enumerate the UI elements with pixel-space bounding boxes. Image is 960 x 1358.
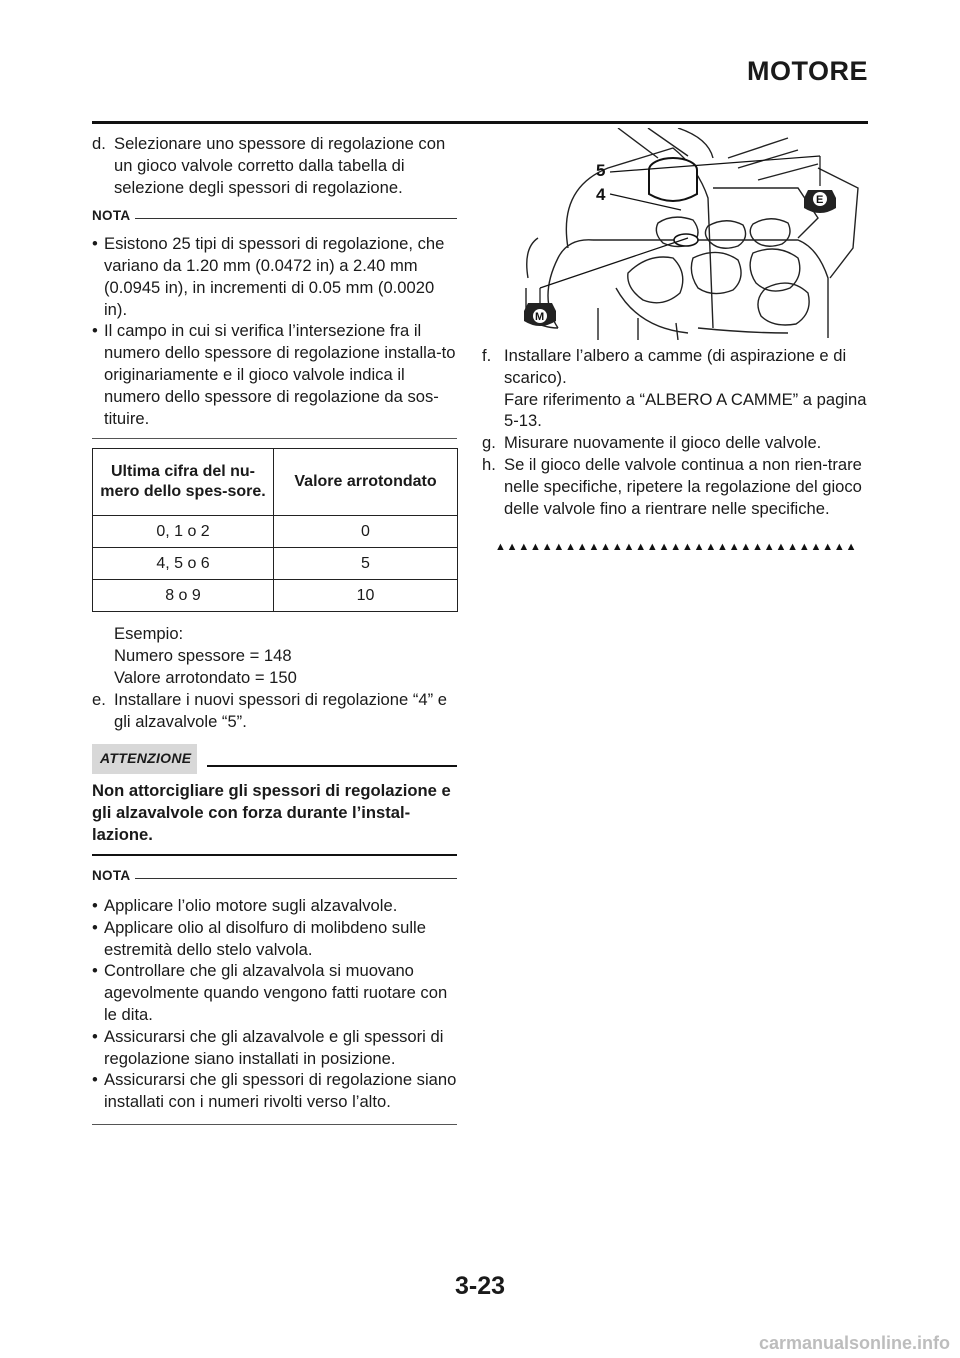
table-cell: 4, 5 o 6 (93, 548, 274, 580)
step-label: h. (482, 454, 496, 474)
table-header: Ultima cifra del nu-mero dello spes-sore. (93, 449, 274, 516)
table-cell: 5 (274, 548, 458, 580)
note-bullets (92, 233, 457, 429)
list-item: • Applicare olio al disolfuro di molibdeno sulle estremità dello stelo valvola. (92, 917, 457, 961)
step-label: f. (482, 346, 492, 365)
table-row (93, 516, 458, 548)
table-row (93, 580, 458, 612)
callout-number: 4 (596, 185, 606, 204)
note-heading (92, 865, 457, 887)
list-item: • Applicare l’olio motore sugli alzavalvole. (92, 895, 457, 917)
table-header-row (93, 449, 458, 516)
note-bullets (92, 895, 457, 1113)
step-text: Misurare nuovamente il gioco delle valvole. (504, 433, 822, 453)
note-label: NOTA (92, 208, 131, 224)
table-row (93, 548, 458, 580)
table-header: Valore arrotondato (274, 449, 458, 516)
example-line: Esempio: (114, 624, 184, 644)
step-label: e. (92, 689, 106, 709)
caution-heading (92, 744, 457, 774)
bullet-text: Il campo in cui si verifica l’intersezione fra il numero dello spessore di regolazione installa-to originariamente e il gioco valvole indica il numero dello spessore di regolazione da sos-tituire. (104, 321, 456, 428)
lubricant-e-icon (804, 190, 836, 213)
example-line: Valore arrotondato = 150 (114, 667, 297, 687)
step-subtext: Fare riferimento a “ALBERO A CAMME” a pagina 5-13. (504, 389, 867, 431)
table-cell: 0 (274, 516, 458, 548)
list-item: • Assicurarsi che gli spessori di regolazione siano installati con i numeri rivolti verso l’alto. (92, 1070, 457, 1112)
step-h (482, 454, 868, 519)
bullet-text: Assicurarsi che gli spessori di regolazione siano installati con i numeri rivolti verso l’alto. (104, 1070, 457, 1112)
bullet-text: Applicare olio al disolfuro di molibdeno sulle estremità dello stelo valvola. (104, 917, 426, 959)
example-block (92, 623, 457, 688)
step-e (92, 689, 457, 733)
bullet-text: Esistono 25 tipi di spessori di regolazione, che variano da 1.20 mm (0.0472 in) a 2.40 mm (0.0945 in), in incrementi di 0.05 mm (0.0020 in). (104, 234, 445, 319)
section-end-marker: ▲▲▲▲▲▲▲▲▲▲▲▲▲▲▲▲▲▲▲▲▲▲▲▲▲▲▲▲▲▲▲ (495, 541, 858, 553)
step-label: d. (92, 134, 106, 153)
page-number: 3-23 (454, 1272, 506, 1300)
valve-lifter-part (649, 158, 697, 201)
step-d (92, 133, 457, 198)
right-column (482, 345, 868, 519)
symbol-letter: M (535, 311, 545, 323)
left-column (92, 133, 457, 1125)
callout-number: 5 (596, 161, 606, 180)
step-label: g. (482, 433, 496, 453)
page-title: MOTORE (746, 56, 868, 86)
bullet-text: Assicurarsi che gli alzavalvole e gli spessori di regolazione siano installati in posizione. (104, 1026, 444, 1068)
step-g (482, 432, 868, 454)
table-cell: 0, 1 o 2 (93, 516, 274, 548)
step-f (482, 345, 868, 432)
example-line: Numero spessore = 148 (114, 646, 292, 666)
list-item: • Il campo in cui si verifica l’intersezione fra il numero dello spessore di regolazione installa-to originariamente e il gioco valvole indica il numero dello spessore di regolazione da sos-tituire. (92, 321, 456, 428)
bullet-text: Applicare l’olio motore sugli alzavalvole. (104, 895, 398, 915)
step-text: Se il gioco delle valvole continua a non rien-trare nelle specifiche, ripetere la regolazione del gioco delle valvole fino a rientrare nelle specifiche. (504, 454, 862, 518)
symbol-letter: E (816, 194, 824, 206)
caution-text: Non attorcigliare gli spessori di regolazione e gli alzavalvole con forza durante l’instal-lazione. (92, 781, 451, 845)
note-end-rule (92, 438, 457, 439)
table-cell: 10 (274, 580, 458, 612)
step-text: Installare l’albero a camme (di aspirazione e di scarico). (504, 346, 847, 387)
watermark-url: carmanualsonline.info (758, 1333, 950, 1353)
table-cell: 8 o 9 (93, 580, 274, 612)
header-rule (92, 121, 868, 124)
step-text: Installare i nuovi spessori di regolazione “4” e gli alzavalvole “5”. (114, 689, 447, 731)
rounding-table (92, 448, 458, 612)
adjusting-shim-part (674, 234, 698, 246)
list-item: • Controllare che gli alzavalvola si muovano agevolmente quando vengono fatti ruotare con le dita. (92, 960, 457, 1025)
caution-badge: ATTENZIONE (92, 744, 197, 774)
caution-end-rule (92, 854, 457, 856)
lubricant-m-icon (524, 303, 556, 326)
note-heading (92, 205, 457, 227)
note-end-rule (92, 1124, 457, 1125)
note-label: NOTA (92, 868, 131, 884)
list-item: • Assicurarsi che gli alzavalvole e gli spessori di regolazione siano installati in posizione. (92, 1026, 457, 1070)
valve-lifter-illustration (498, 128, 868, 340)
bullet-text: Controllare che gli alzavalvola si muovano agevolmente quando vengono fatti ruotare con le dita. (104, 961, 448, 1024)
step-text: Selezionare uno spessore di regolazione con un gioco valvole corretto dalla tabella di selezione degli spessori di regolazione. (114, 134, 446, 197)
list-item: • Esistono 25 tipi di spessori di regolazione, che variano da 1.20 mm (0.0472 in) a 2.40 mm (0.0945 in), in incrementi di 0.05 mm (0.0020 in). (92, 233, 457, 320)
